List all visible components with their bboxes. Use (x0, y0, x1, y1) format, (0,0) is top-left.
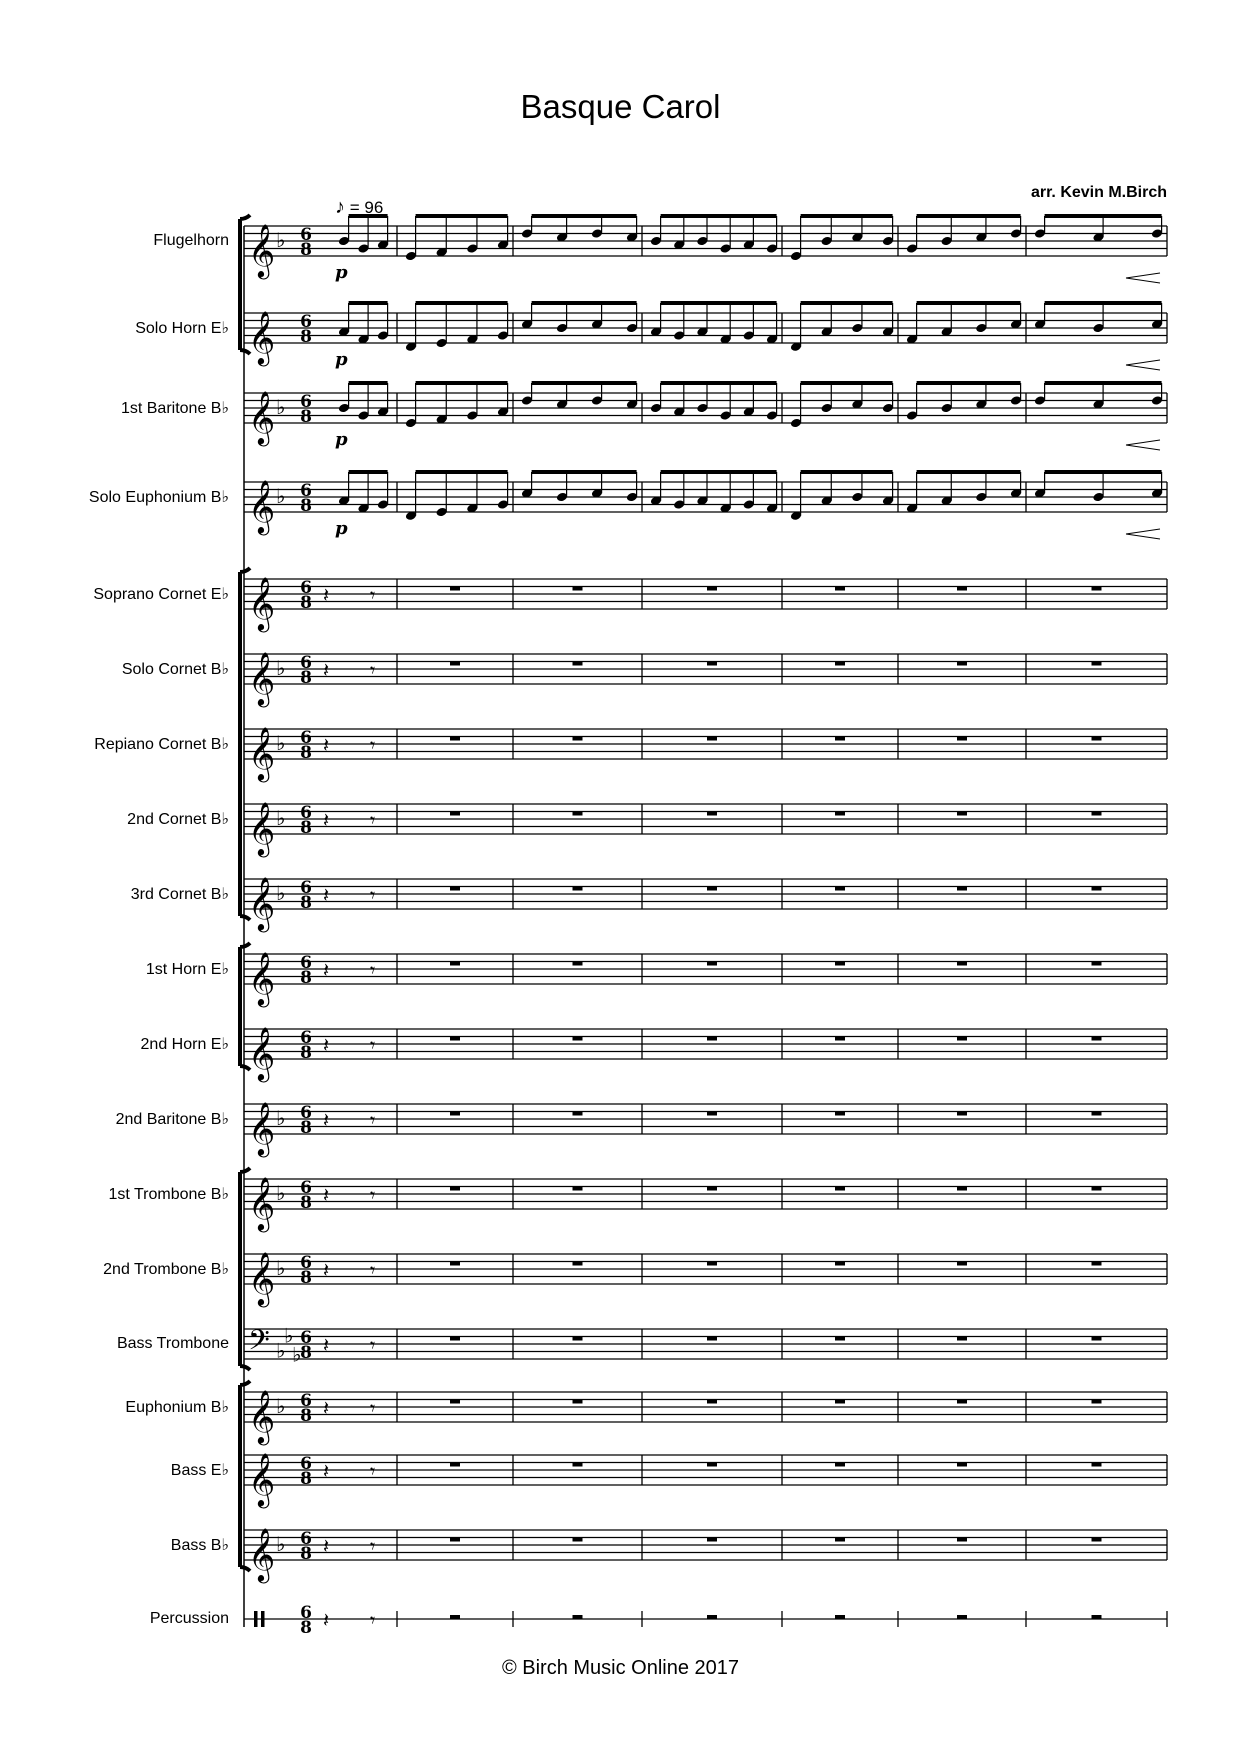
treble-clef-icon: 𝄞 (248, 1527, 276, 1581)
measure-rest (707, 812, 717, 816)
time-signature-top: 6 (300, 1603, 312, 1623)
measure-rest (835, 1187, 845, 1191)
time-signature-top: 6 (300, 653, 312, 673)
staff-9 (244, 879, 1167, 909)
quarter-rest-icon: 𝄽 (323, 808, 330, 832)
staff-6 (244, 654, 1167, 684)
quarter-rest-icon: 𝄽 (323, 1033, 330, 1057)
measure-rest (707, 587, 717, 591)
treble-clef-icon: 𝄞 (248, 726, 276, 780)
eighth-rest-icon: 𝄾 (370, 958, 376, 982)
staff-10 (244, 954, 1167, 984)
eighth-rest-icon: 𝄾 (370, 1534, 376, 1558)
arranger-credit: arr. Kevin M.Birch (1030, 184, 1167, 201)
measure-rest (957, 1262, 967, 1266)
measure-rest (707, 1337, 717, 1341)
instrument-label: 1st Trombone B♭ (108, 1186, 229, 1203)
measure-rest (707, 1262, 717, 1266)
measure-rest (450, 1463, 460, 1467)
measure-rest (573, 1112, 583, 1116)
measure-rest (1092, 1463, 1102, 1467)
measure-rest (707, 737, 717, 741)
time-signature-top: 6 (300, 1178, 312, 1198)
time-signature-bottom: 8 (300, 1618, 312, 1638)
instrument-label: Flugelhorn (153, 232, 229, 249)
crescendo-hairpin (1126, 360, 1160, 370)
instrument-label: Solo Horn E♭ (135, 320, 229, 337)
measure-rest (957, 1337, 967, 1341)
staff-19 (244, 1611, 1167, 1627)
flat-icon: ♭ (276, 1532, 286, 1556)
measure-rest (957, 1463, 967, 1467)
measure-rest (707, 887, 717, 891)
measure-rest (573, 1337, 583, 1341)
crescendo-hairpin (1126, 273, 1160, 283)
bass-clef-icon: 𝄢 (248, 1324, 270, 1364)
flat-icon: ♭ (276, 731, 286, 755)
staff-3 (244, 383, 1167, 450)
crescendo-hairpin (1126, 440, 1160, 450)
measure-rest (835, 1112, 845, 1116)
measure-rest (573, 962, 583, 966)
measure-rest (835, 1400, 845, 1404)
dynamic-piano: p (335, 518, 348, 539)
eighth-rest-icon: 𝄾 (370, 1033, 376, 1057)
dynamic-piano: p (335, 262, 348, 283)
instrument-label: Bass Trombone (116, 1335, 229, 1352)
measure-rest (450, 1615, 460, 1619)
instrument-label: Solo Cornet B♭ (121, 661, 229, 678)
instrument-label: 1st Horn E♭ (145, 961, 229, 978)
time-signature-top: 6 (300, 481, 312, 501)
measure-rest (1092, 1400, 1102, 1404)
staff-14 (244, 1254, 1167, 1284)
flat-icon: ♭ (276, 881, 286, 905)
flat-icon: ♭ (276, 1256, 286, 1280)
measure-rest (957, 962, 967, 966)
staff-13 (244, 1179, 1167, 1209)
measure-rest (573, 1187, 583, 1191)
instrument-label: Repiano Cornet B♭ (94, 736, 229, 753)
quarter-rest-icon: 𝄽 (323, 1608, 330, 1632)
time-signature-bottom: 8 (300, 407, 312, 427)
treble-clef-icon: 𝄞 (248, 223, 276, 277)
measure-rest (1092, 812, 1102, 816)
time-signature-bottom: 8 (300, 1544, 312, 1564)
measure-rest (573, 1538, 583, 1542)
treble-clef-icon: 𝄞 (248, 951, 276, 1005)
dynamic-piano: p (335, 349, 348, 370)
measure-rest (835, 662, 845, 666)
treble-clef-icon: 𝄞 (248, 310, 276, 364)
time-signature-bottom: 8 (300, 327, 312, 347)
measure-rest (450, 1400, 460, 1404)
quarter-rest-icon: 𝄽 (323, 883, 330, 907)
quarter-rest-icon: 𝄽 (323, 1459, 330, 1483)
time-signature-top: 6 (300, 1454, 312, 1474)
quarter-rest-icon: 𝄽 (323, 1183, 330, 1207)
time-signature-bottom: 8 (300, 893, 312, 913)
measure-rest (835, 1262, 845, 1266)
measure-rest (835, 1463, 845, 1467)
eighth-rest-icon: 𝄾 (370, 1333, 376, 1357)
quarter-rest-icon: 𝄽 (323, 1396, 330, 1420)
instrument-label: Bass E♭ (170, 1462, 229, 1479)
instrument-label: 3rd Cornet B♭ (130, 886, 229, 903)
treble-clef-icon: 𝄞 (248, 876, 276, 930)
staff-12 (244, 1104, 1167, 1134)
time-signature-top: 6 (300, 392, 312, 412)
staff-7 (244, 729, 1167, 759)
time-signature-bottom: 8 (300, 1406, 312, 1426)
flat-icon: ♭ (276, 1338, 286, 1363)
measure-rest (957, 1037, 967, 1041)
measure-rest (707, 1187, 717, 1191)
measure-rest (835, 962, 845, 966)
flat-icon: ♭ (276, 1394, 286, 1418)
time-signature-bottom: 8 (300, 1043, 312, 1063)
time-signature-top: 6 (300, 878, 312, 898)
treble-clef-icon: 𝄞 (248, 479, 276, 533)
measure-rest (835, 737, 845, 741)
score-title: Basque Carol (520, 88, 721, 125)
measure-rest (707, 1037, 717, 1041)
treble-clef-icon: 𝄞 (248, 390, 276, 444)
quarter-rest-icon: 𝄽 (323, 1333, 330, 1357)
time-signature-top: 6 (300, 1328, 312, 1348)
time-signature-bottom: 8 (300, 240, 312, 260)
time-signature-bottom: 8 (300, 1118, 312, 1138)
staff-8 (244, 804, 1167, 834)
measure-rest (573, 812, 583, 816)
percussion-clef-icon (261, 1611, 265, 1627)
measure-rest (573, 1463, 583, 1467)
instrument-label: Percussion (149, 1610, 229, 1627)
flat-icon: ♭ (284, 1323, 294, 1348)
measure-rest (450, 662, 460, 666)
flat-icon: ♭ (276, 656, 286, 680)
eighth-rest-icon: 𝄾 (370, 1108, 376, 1132)
measure-rest (957, 1538, 967, 1542)
measure-rest (707, 1400, 717, 1404)
flat-icon: ♭ (276, 395, 286, 419)
crescendo-hairpin (1126, 529, 1160, 539)
instrument-label: 1st Baritone B♭ (120, 400, 229, 417)
tempo-value: = 96 (349, 198, 384, 217)
measure-rest (450, 1262, 460, 1266)
instrument-label: Solo Euphonium B♭ (88, 489, 229, 506)
eighth-rest-icon: 𝄾 (370, 733, 376, 757)
instrument-label: Soprano Cornet E♭ (93, 586, 229, 603)
time-signature-top: 6 (300, 1253, 312, 1273)
staff-17 (244, 1455, 1167, 1485)
measure-rest (1092, 662, 1102, 666)
flat-icon: ♭ (292, 1342, 302, 1367)
time-signature-bottom: 8 (300, 968, 312, 988)
measure-rest (835, 1037, 845, 1041)
time-signature-top: 6 (300, 1028, 312, 1048)
measure-rest (450, 1187, 460, 1191)
measure-rest (957, 737, 967, 741)
measure-rest (1092, 587, 1102, 591)
time-signature-top: 6 (300, 312, 312, 332)
eighth-rest-icon: 𝄾 (370, 1258, 376, 1282)
time-signature-bottom: 8 (300, 1268, 312, 1288)
measure-rest (450, 1037, 460, 1041)
time-signature-top: 6 (300, 803, 312, 823)
measure-rest (835, 887, 845, 891)
measure-rest (1092, 1262, 1102, 1266)
eighth-rest-icon: 𝄾 (370, 1608, 376, 1632)
flat-icon: ♭ (276, 228, 286, 252)
staff-2 (244, 303, 1167, 370)
treble-clef-icon: 𝄞 (248, 651, 276, 705)
eighth-note-icon: ♪ (335, 196, 345, 218)
measure-rest (835, 587, 845, 591)
measure-rest (1092, 1538, 1102, 1542)
measure-rest (450, 812, 460, 816)
measure-rest (957, 587, 967, 591)
instrument-label: Euphonium B♭ (125, 1399, 229, 1416)
measure-rest (450, 1538, 460, 1542)
eighth-rest-icon: 𝄾 (370, 883, 376, 907)
measure-rest (450, 962, 460, 966)
quarter-rest-icon: 𝄽 (323, 1258, 330, 1282)
dynamic-piano: p (335, 429, 348, 450)
measure-rest (573, 662, 583, 666)
measure-rest (573, 1615, 583, 1619)
measure-rest (1092, 1187, 1102, 1191)
time-signature-top: 6 (300, 1391, 312, 1411)
measure-rest (1092, 887, 1102, 891)
measure-rest (707, 1615, 717, 1619)
instrument-label: 2nd Baritone B♭ (115, 1111, 229, 1128)
treble-clef-icon: 𝄞 (248, 1251, 276, 1305)
measure-rest (707, 662, 717, 666)
measure-rest (835, 1538, 845, 1542)
measure-rest (1092, 1037, 1102, 1041)
copyright-notice: © Birch Music Online 2017 (501, 1657, 740, 1679)
measure-rest (957, 1615, 967, 1619)
time-signature-bottom: 8 (300, 1193, 312, 1213)
measure-rest (573, 587, 583, 591)
staff-16 (244, 1392, 1167, 1422)
measure-rest (573, 887, 583, 891)
quarter-rest-icon: 𝄽 (323, 1108, 330, 1132)
measure-rest (835, 1615, 845, 1619)
percussion-clef-icon (254, 1611, 258, 1627)
instrument-label: Bass B♭ (170, 1537, 229, 1554)
measure-rest (707, 1112, 717, 1116)
time-signature-top: 6 (300, 225, 312, 245)
time-signature-top: 6 (300, 1529, 312, 1549)
eighth-rest-icon: 𝄾 (370, 658, 376, 682)
treble-clef-icon: 𝄞 (248, 1452, 276, 1506)
instrument-label: 2nd Horn E♭ (140, 1036, 229, 1053)
treble-clef-icon: 𝄞 (248, 1389, 276, 1443)
measure-rest (1092, 737, 1102, 741)
measure-rest (1092, 1615, 1102, 1619)
treble-clef-icon: 𝄞 (248, 801, 276, 855)
time-signature-bottom: 8 (300, 1343, 312, 1363)
measure-rest (450, 887, 460, 891)
measure-rest (573, 1400, 583, 1404)
measure-rest (835, 812, 845, 816)
staff-4 (244, 472, 1167, 539)
staff-5 (244, 579, 1167, 609)
flat-icon: ♭ (276, 1181, 286, 1205)
time-signature-top: 6 (300, 578, 312, 598)
instrument-label: 2nd Trombone B♭ (103, 1261, 229, 1278)
quarter-rest-icon: 𝄽 (323, 1534, 330, 1558)
flat-icon: ♭ (276, 1106, 286, 1130)
measure-rest (957, 812, 967, 816)
quarter-rest-icon: 𝄽 (323, 958, 330, 982)
eighth-rest-icon: 𝄾 (370, 1459, 376, 1483)
quarter-rest-icon: 𝄽 (323, 658, 330, 682)
measure-rest (957, 887, 967, 891)
time-signature-bottom: 8 (300, 818, 312, 838)
measure-rest (450, 1112, 460, 1116)
measure-rest (573, 737, 583, 741)
measure-rest (707, 1538, 717, 1542)
measure-rest (573, 1262, 583, 1266)
measure-rest (450, 737, 460, 741)
treble-clef-icon: 𝄞 (248, 576, 276, 630)
time-signature-bottom: 8 (300, 743, 312, 763)
flat-icon: ♭ (276, 806, 286, 830)
quarter-rest-icon: 𝄽 (323, 583, 330, 607)
staff-1 (244, 216, 1167, 283)
measure-rest (957, 1187, 967, 1191)
time-signature-bottom: 8 (300, 1469, 312, 1489)
treble-clef-icon: 𝄞 (248, 1101, 276, 1155)
measure-rest (450, 587, 460, 591)
staff-15 (244, 1329, 1167, 1359)
time-signature-bottom: 8 (300, 496, 312, 516)
staff-18 (244, 1530, 1167, 1560)
flat-icon: ♭ (276, 484, 286, 508)
measure-rest (450, 1337, 460, 1341)
time-signature-bottom: 8 (300, 593, 312, 613)
time-signature-top: 6 (300, 1103, 312, 1123)
eighth-rest-icon: 𝄾 (370, 808, 376, 832)
eighth-rest-icon: 𝄾 (370, 1183, 376, 1207)
treble-clef-icon: 𝄞 (248, 1026, 276, 1080)
treble-clef-icon: 𝄞 (248, 1176, 276, 1230)
measure-rest (957, 1112, 967, 1116)
eighth-rest-icon: 𝄾 (370, 583, 376, 607)
staff-11 (244, 1029, 1167, 1059)
measure-rest (573, 1037, 583, 1041)
measure-rest (1092, 962, 1102, 966)
measure-rest (957, 662, 967, 666)
time-signature-top: 6 (300, 953, 312, 973)
measure-rest (835, 1337, 845, 1341)
measure-rest (1092, 1112, 1102, 1116)
measure-rest (707, 1463, 717, 1467)
measure-rest (1092, 1337, 1102, 1341)
time-signature-bottom: 8 (300, 668, 312, 688)
time-signature-top: 6 (300, 728, 312, 748)
instrument-label: 2nd Cornet B♭ (127, 811, 229, 828)
quarter-rest-icon: 𝄽 (323, 733, 330, 757)
measure-rest (707, 962, 717, 966)
measure-rest (957, 1400, 967, 1404)
eighth-rest-icon: 𝄾 (370, 1396, 376, 1420)
